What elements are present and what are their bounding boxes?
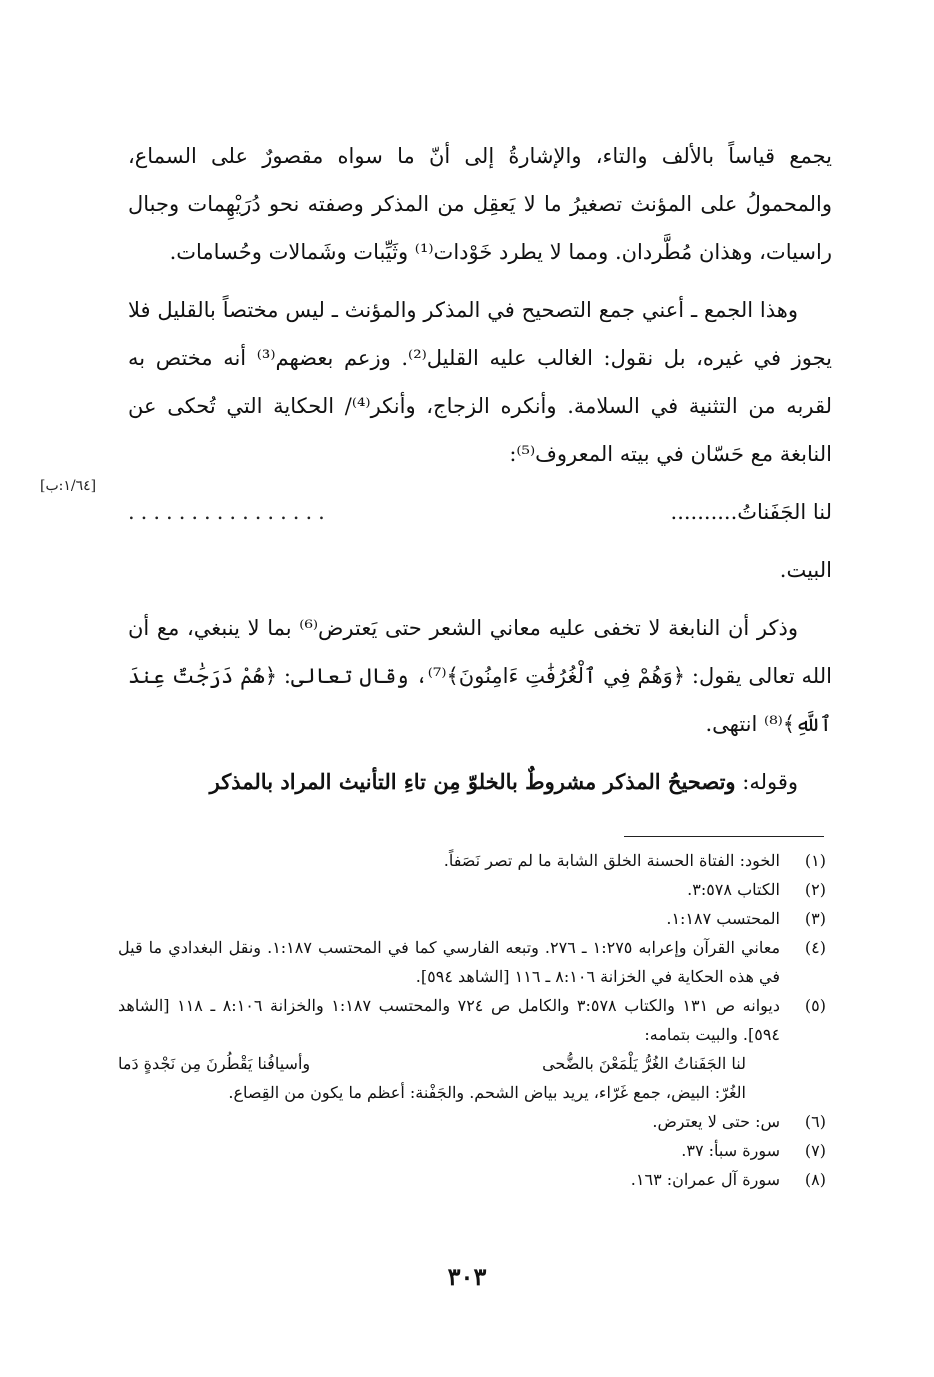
footnote-number: (٧): [804, 1141, 826, 1160]
paragraph-4: وذكر أن النابغة لا تخفى عليه معاني الشعر حتى يَعترض⁽⁶⁾ بما لا ينبغي، مع أن الله تعالى يقول: ﴿وَهُمْ فِي ٱلْغُرُفَٰتِ ءَامِنُونَ﴾⁽⁷⁾، وقال تعالى: ﴿هُمْ دَرَجَٰتٌ عِندَ ٱللَّهِ﴾⁽⁸⁾ انتهى.: [128, 616, 832, 736]
verse-start: لنا الجَفَناتُ..........: [670, 500, 832, 524]
footnote-number: (٥): [804, 996, 826, 1015]
verse-dots: ................: [128, 500, 331, 524]
footnote-7: [118, 1136, 826, 1165]
footnote-1: [118, 846, 826, 875]
footnote-8: [118, 1165, 826, 1194]
footnote-text: المحتسب ١:١٨٧.: [666, 909, 780, 928]
paragraph-5: [128, 758, 832, 806]
footnote-5-gloss: الغُرّ: البيض، جمع غَرّاء، يريد بياض الشحم. والجَفْنة: أعظم ما يكون من القِصاع.: [228, 1083, 746, 1102]
footnote-number: (٦): [804, 1112, 826, 1131]
footnote-divider: [624, 836, 824, 837]
footnote-6: [118, 1107, 826, 1136]
paragraph-5-lead: وقوله:: [735, 770, 798, 794]
paragraph-2: وهذا الجمع ـ أعني جمع التصحيح في المذكر والمؤنث ـ ليس مختصاً بالقليل فلا يجوز في غيره، بل نقول: الغالب عليه القليل⁽²⁾. وزعم بعضهم⁽³⁾ أنه مختص به لقربه من التثنية في السلامة. وأنكره الزجاج، وأنكر⁽⁴⁾/ الحكاية التي تُحكى عن النابغة مع حَسّان في بيته المعروف⁽⁵⁾:: [128, 298, 833, 466]
footnotes: [118, 846, 826, 1194]
footnote-4: [118, 933, 826, 991]
verse-first-hemistich: لنا الجَفَناتُ الغُرُّ يَلْمَعْنَ بالضُّحى: [542, 1054, 746, 1073]
paragraph-3: البيت.: [779, 558, 832, 582]
footnote-text: الكتاب ٣:٥٧٨.: [687, 880, 780, 899]
footnote-text: سورة سبأ: ٣٧.: [681, 1141, 780, 1160]
footnote-number: (٤): [804, 938, 826, 957]
footnote-text: معاني القرآن وإعرابه ١:٢٧٥ ـ ٢٧٦. وتبعه الفارسي كما في المحتسب ١:١٨٧. ونقل البغدادي ما قيل في هذه الحكاية في الخزانة ٨:١٠٦ ـ ١١٦ [الشاهد ٥٩٤].: [118, 938, 781, 986]
verse-quote: [128, 488, 832, 536]
footnote-number: (٢): [804, 880, 826, 899]
footnote-3: [118, 904, 826, 933]
footnote-number: (٣): [804, 909, 826, 928]
footnote-2: [118, 875, 826, 904]
footnote-text: ديوانه ص ١٣١ والكتاب ٣:٥٧٨ والكامل ص ٧٢٤ والمحتسب ١:١٨٧ والخزانة ٨:١٠٦ ـ ١١٨ [الشاهد ٥٩٤]. والبيت بتمامه:: [118, 996, 780, 1044]
footnote-5: [118, 991, 826, 1049]
paragraph-5-bold: وتصحيحُ المذكر مشروطٌ بالخلوّ مِن تاءِ التأنيث المراد بالمذكر: [209, 769, 736, 794]
footnote-text: الخود: الفتاة الحسنة الخلق الشابة ما لم تصر نَصَفاً.: [443, 851, 780, 870]
verse-second-hemistich: وأسيافُنا يَقْطُرنَ مِن نَجْدةٍ دَما: [118, 1054, 311, 1073]
footnote-number: (٨): [804, 1170, 826, 1189]
paragraph-1: يجمع قياساً بالألف والتاء، والإشارةُ إلى أنّ ما سواه مقصورٌ على السماع، والمحمولُ على المؤنث تصغيرُ ما لا يَعقِل من المذكر وصفته نحو دُرَيْهِمات وجبال راسيات، وهذان مُطَّردان. ومما لا يطرد خَوْدات⁽¹⁾ وثَيِّبات وشَمالات وحُسامات.: [128, 144, 832, 264]
footnote-number: (١): [804, 851, 826, 870]
main-text: [128, 132, 832, 816]
manuscript-folio-note: [١/٦٤:ب]: [40, 478, 97, 494]
page-number: ٣٠٣: [447, 1262, 487, 1291]
footnote-5-verse: [118, 1049, 826, 1078]
footnote-text: سورة آل عمران: ١٦٣.: [630, 1170, 780, 1189]
footnote-text: س: حتى لا يعترض.: [652, 1112, 780, 1131]
